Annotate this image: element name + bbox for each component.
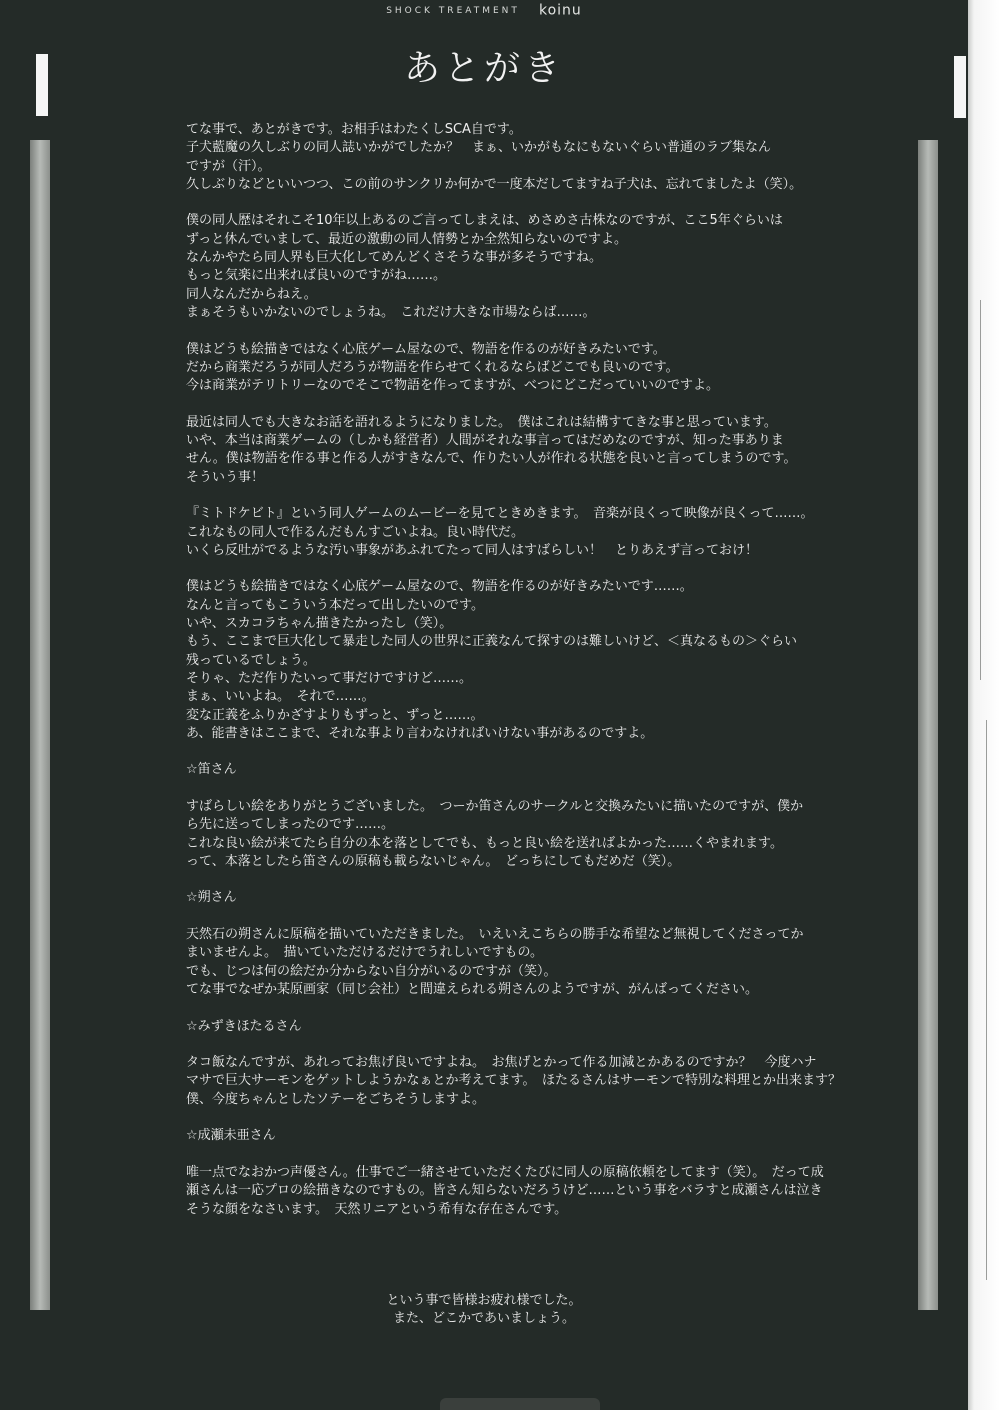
text-line: 瀬さんは一応プロの絵描きなのですもの。皆さん知らないだろうけど……という事をバラすと成瀬さんは泣き (186, 1183, 823, 1199)
text-line: そうな顔をなさいます。 天然リニアという希有な存在さんです。 (186, 1201, 568, 1217)
text-line: いや、本当は商業ゲームの（しかも経営者）人間がそれな事言ってはだめなのですが、知った事ありま (186, 433, 784, 449)
text-line: 残っているでしょう。 (186, 652, 316, 668)
paragraph (186, 341, 886, 396)
text-line: 久しぶりなどといいつつ、この前のサンクリか何かで一度本だしてますね子犬は、忘れてましたよ（笑）。 (186, 176, 803, 192)
thanks-heading (186, 1018, 886, 1036)
text-line: 変な正義をふりかざすよりもずっと、ずっと……。 (186, 707, 484, 723)
text-line: ら先に送ってしまったのです……。 (186, 817, 395, 833)
text-line: てな事で、あとがきです。お相手はわたくしSCA自です。 (186, 122, 522, 137)
paragraph-gap (186, 743, 886, 761)
text-line: でも、じつは何の絵だか分からない自分がいるのですが（笑）。 (186, 963, 557, 979)
afterword-body (186, 121, 886, 1219)
paragraph-gap (186, 1146, 886, 1164)
paragraph-gap (186, 908, 886, 926)
paragraph (186, 798, 886, 871)
text-line: てな事でなぜか某原画家（同じ会社）と間違えられる朔さんのようですが、がんばってください。 (186, 981, 759, 997)
bracket-bar (36, 54, 48, 116)
adjacent-page-edge (968, 0, 1000, 1410)
thanks-heading (186, 1127, 886, 1145)
text-line: 同人なんだからねえ。 (186, 286, 317, 302)
text-line: まぁそうもいかないのでしょうね。 これだけ大きな市場ならば……。 (186, 304, 596, 320)
text-line: そういう事！ (186, 469, 265, 485)
paragraph-gap (186, 871, 886, 889)
edge-line (986, 720, 987, 1280)
signoff-line: という事で皆様お疲れ様でした。 (386, 1293, 582, 1308)
text-line: そりゃ、ただ作りたいって事だけですけど……。 (186, 670, 473, 686)
paragraph (186, 212, 886, 322)
text-line: これなもの同人で作るんだもんすごいよね。良い時代だ。 (186, 524, 525, 540)
text-line: まぁ、いいよね。 それで……。 (186, 689, 375, 705)
text-line: 唯一点でなおかつ声優さん。仕事でご一緒させていただくたびに同人の原稿依頼をしてます（笑）。 だって成 (186, 1164, 824, 1180)
text-line: マサで巨大サーモンをゲットしようかなぁとか考えてます。 ほたるさんはサーモンで特別な料理とか出来ます？ (186, 1073, 841, 1089)
series-name: SHOCK TREATMENT (386, 5, 520, 16)
paragraph-gap (186, 395, 886, 413)
text-line: これな良い絵が来てたら自分の本を落としてでも、もっと良い絵を送ればよかった……くやまれます。 (186, 835, 783, 851)
text-line: なんと言ってもこういう本だって出したいのです。 (186, 597, 484, 613)
right-decorative-bar (918, 140, 938, 1310)
paragraph (186, 578, 886, 743)
thanks-heading (186, 761, 886, 779)
text-line: あ、能書きはここまで、それな事より言わなければいけない事があるのですよ。 (186, 725, 654, 741)
paragraph-gap (186, 1036, 886, 1054)
paragraph-gap (186, 1109, 886, 1127)
running-header (0, 0, 968, 20)
paragraph (186, 414, 886, 487)
text-line: まいませんよ。 描いていただけるだけでうれしいですもの。 (186, 945, 543, 961)
text-line: すばらしい絵をありがとうございました。 つーか笛さんのサークルと交換みたいに描いたのですが、僕か (186, 798, 804, 814)
text-line: 『ミトドケビト』という同人ゲームのムービーを見てときめきます。 音楽が良くって映像が良くって……。 (186, 506, 814, 522)
text-line: いくら反吐がでるような汚い事象があふれてたって同人はすばらしい！ とりあえず言っておけ！ (186, 542, 759, 558)
paragraph-gap (186, 322, 886, 340)
text-line: 僕はどうも絵描きではなく心底ゲーム屋なので、物語を作るのが好きみたいです。 (186, 341, 666, 357)
text-line: いや、スカコラちゃん描きたかったし（笑）。 (186, 616, 453, 632)
left-decorative-bar (30, 140, 50, 1310)
text-line: だから商業だろうが同人だろうが物語を作らせてくれるならばどこでも良いのです。 (186, 359, 679, 375)
text-line: なんかやたら同人界も巨大化してめんどくさそうな事が多そうですね。 (186, 250, 603, 266)
text-line: 子犬藍魔の久しぶりの同人誌いかがでしたか？ まぁ、いかがもなにもないぐらい普通のラブ集なん (186, 140, 772, 156)
paragraph-gap (186, 487, 886, 505)
paragraph-gap (186, 999, 886, 1017)
text-line: ☆笛さん (186, 762, 237, 778)
text-line: もう、ここまで巨大化して暴走した同人の世界に正義なんて探すのは難しいけど、＜真なるもの＞ぐらい (186, 634, 798, 650)
signoff-line: また、どこかであいましょう。 (392, 1311, 575, 1327)
text-line: ずっと休んでいまして、最近の激動の同人情勢とか全然知らないのですよ。 (186, 231, 627, 247)
text-line: もっと気楽に出来れば良いのですがね……。 (186, 268, 447, 284)
page-title: あとがき (403, 48, 564, 89)
paragraph-gap (186, 194, 886, 212)
text-line: って、本落としたら笛さんの原稿も載らないじゃん。 どっちにしてもだめだ（笑）。 (186, 853, 681, 869)
paragraph (186, 505, 886, 560)
paragraph-gap (186, 780, 886, 798)
closing-remarks (0, 1292, 968, 1329)
text-line: 僕はどうも絵描きではなく心底ゲーム屋なので、物語を作るのが好きみたいです……。 (186, 579, 693, 595)
edge-line (980, 300, 981, 680)
text-line: 僕、今度ちゃんとしたソテーをごちそうしますよ。 (186, 1091, 486, 1107)
paragraph (186, 121, 886, 194)
text-line: 最近は同人でも大きなお話を語れるようになりました。 僕はこれは結構すてきな事と思っています。 (186, 414, 777, 430)
binding-shadow (440, 1398, 600, 1410)
text-line: ☆みずきほたるさん (186, 1018, 302, 1034)
paragraph-gap (186, 560, 886, 578)
text-line: 天然石の朔さんに原稿を描いていただきました。 いえいえこちらの勝手な希望など無視してくださってか (186, 927, 804, 943)
text-line: タコ飯なんですが、あれってお焦げ良いですよね。 お焦げとかって作る加減とかあるのですか？ 今度ハナ (186, 1055, 817, 1071)
circle-name: koinu (538, 2, 582, 19)
thanks-heading (186, 889, 886, 907)
bracket-bar (954, 56, 966, 118)
paragraph (186, 1054, 886, 1109)
paragraph (186, 1164, 886, 1219)
text-line: ☆成瀬未亜さん (186, 1128, 276, 1144)
text-line: 今は商業がテリトリーなのでそこで物語を作ってますが、べつにどこだっていいのですよ。 (186, 378, 720, 394)
paragraph (186, 926, 886, 999)
text-line: せん。僕は物語を作る事と作る人がすきなんで、作りたい人が作れる状態を良いと言ってしまうのです。 (186, 451, 797, 467)
text-line: ですが（汗）。 (186, 158, 271, 174)
text-line: 僕の同人歴はそれこそ10年以上あるのご言ってしまえは、めさめさ古株なのですが、ここ5年ぐらいは (186, 213, 783, 229)
text-line: ☆朔さん (186, 890, 237, 906)
